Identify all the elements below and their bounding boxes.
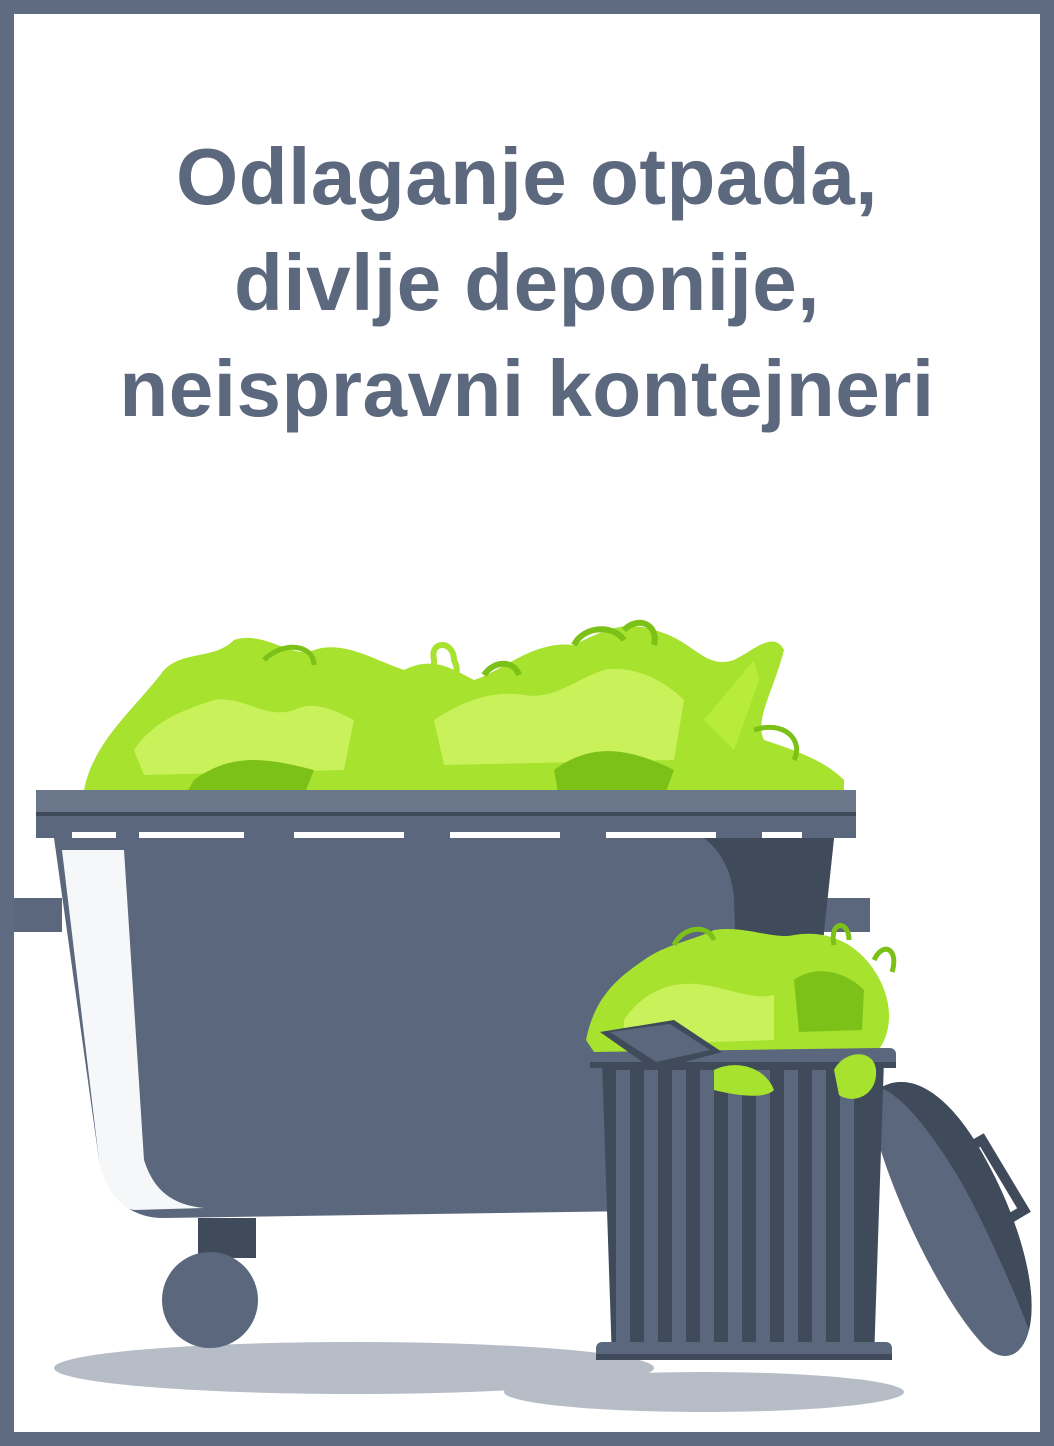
- page-title: [28, 124, 1026, 442]
- wheel-bracket: [198, 1218, 256, 1258]
- waste-heap-large: [74, 623, 844, 800]
- container-wheel: [162, 1252, 258, 1348]
- title-line-2: divlje deponije,: [234, 238, 820, 327]
- container-rim: [36, 790, 856, 812]
- title-line-1: Odlaganje otpada,: [176, 132, 878, 221]
- waste-illustration: [14, 600, 1040, 1432]
- container-left-handle: [14, 898, 62, 932]
- title-line-3: neispravni kontejneri: [119, 344, 935, 433]
- trash-can-lid: [873, 1082, 1031, 1356]
- small-trash-can: [586, 926, 1032, 1360]
- can-shadow: [504, 1372, 904, 1412]
